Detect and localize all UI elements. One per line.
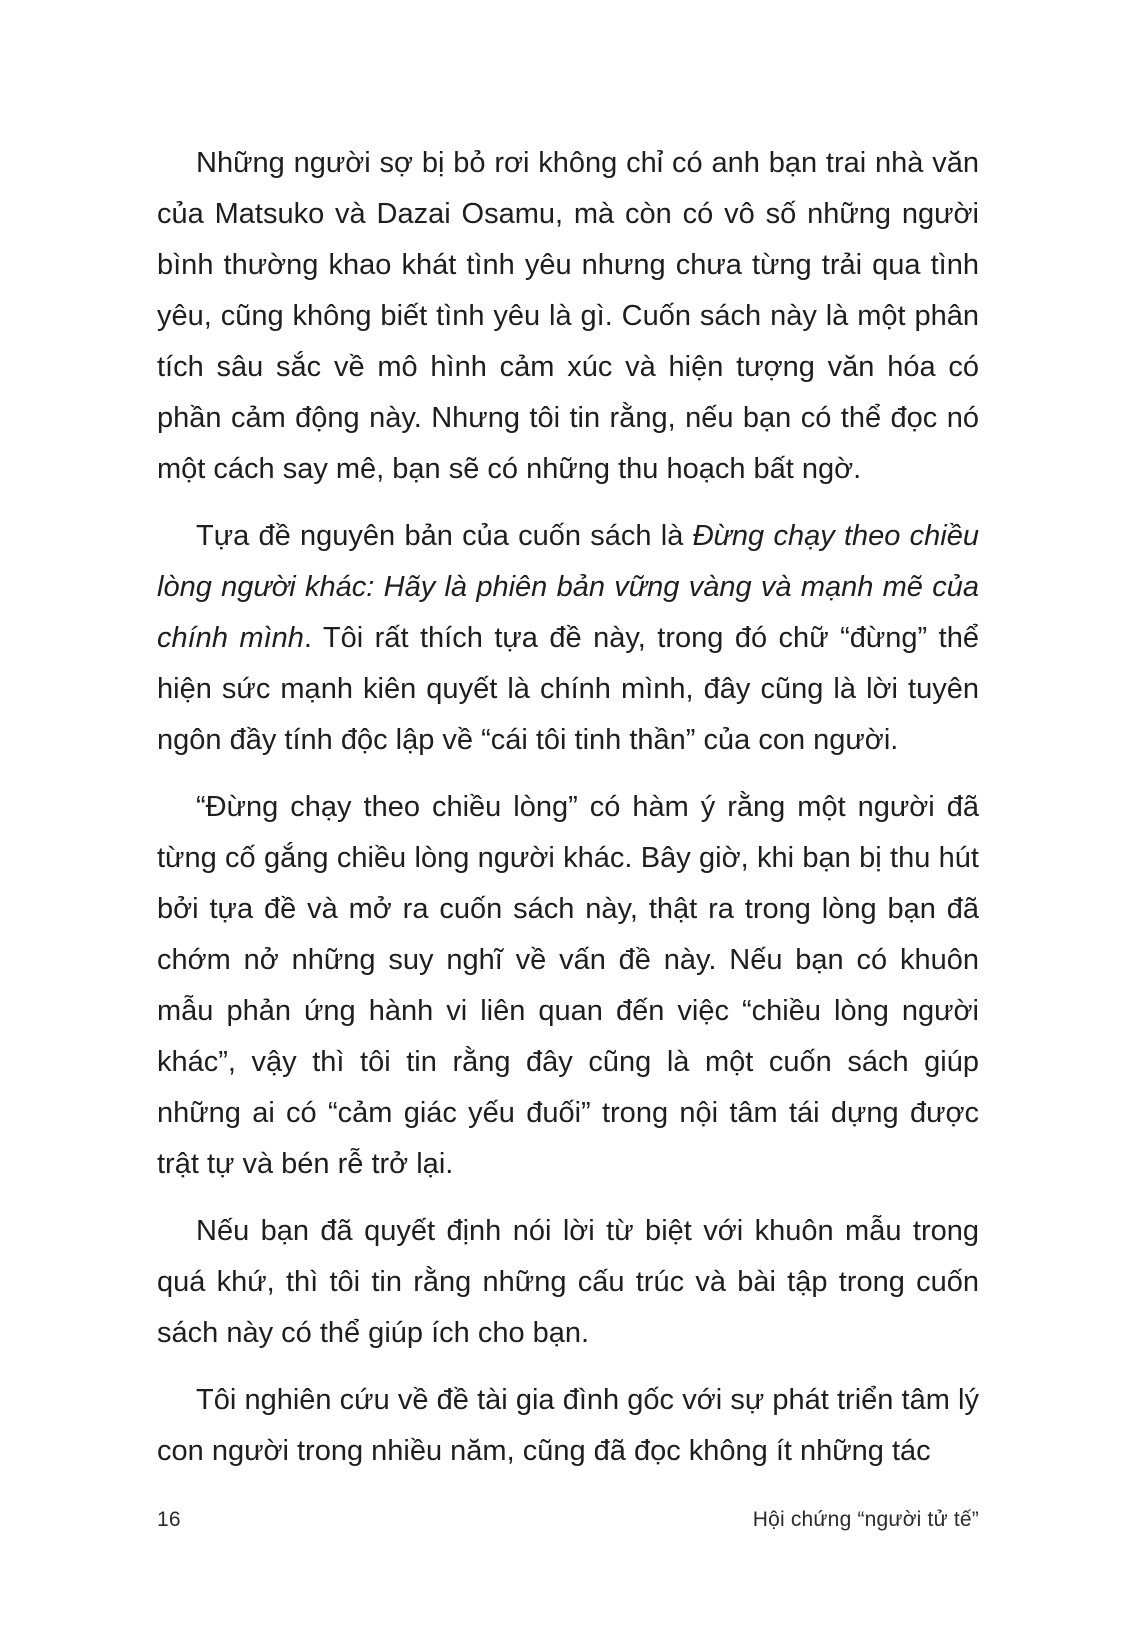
paragraph-4-text: Nếu bạn đã quyết định nói lời từ biệt với khuôn mẫu trong quá khứ, thì tôi tin rằng những cấu trúc và bài tập trong cuốn sách này có thể giúp ích cho bạn.: [157, 1215, 979, 1349]
body-text: [157, 138, 979, 1493]
book-original-title: Đừng chạy theo chiều lòng người khác: Hãy là phiên bản vững vàng và mạnh mẽ của chính mình: [157, 520, 980, 654]
paragraph-1: [157, 138, 979, 495]
paragraph-3: [157, 782, 979, 1190]
paragraph-5: [157, 1375, 979, 1477]
paragraph-2: [157, 511, 979, 766]
paragraph-3-text: “Đừng chạy theo chiều lòng” có hàm ý rằng một người đã từng cố gắng chiều lòng người khác. Bây giờ, khi bạn bị thu hút bởi tựa đề và mở ra cuốn sách này, thật ra trong lòng bạn đã chớm nở những suy nghĩ về vấn đề này. Nếu bạn có khuôn mẫu phản ứng hành vi liên quan đến việc “chiều lòng người khác”, vậy thì tôi tin rằng đây cũng là một cuốn sách giúp những ai có “cảm giác yếu đuối” trong nội tâm tái dựng được trật tự và bén rễ trở lại.: [157, 791, 979, 1180]
paragraph-5-text: Tôi nghiên cứu về đề tài gia đình gốc với sự phát triển tâm lý con người trong nhiều năm, cũng đã đọc không ít những tác: [157, 1384, 979, 1467]
paragraph-2-before: Tựa đề nguyên bản của cuốn sách là: [196, 520, 693, 552]
paragraph-2-after: . Tôi rất thích tựa đề này, trong đó chữ “đừng” thể hiện sức mạnh kiên quyết là chính mình, đây cũng là lời tuyên ngôn đầy tính độc lập về “cái tôi tinh thần” của con người.: [157, 622, 979, 756]
paragraph-1-text: Những người sợ bị bỏ rơi không chỉ có anh bạn trai nhà văn của Matsuko và Dazai Osamu, mà còn có vô số những người bình thường khao khát tình yêu nhưng chưa từng trải qua tình yêu, cũng không biết tình yêu là gì. Cuốn sách này là một phân tích sâu sắc về mô hình cảm xúc và hiện tượng văn hóa có phần cảm động này. Nhưng tôi tin rằng, nếu bạn có thể đọc nó một cách say mê, bạn sẽ có những thu hoạch bất ngờ.: [157, 147, 979, 485]
page-number: 16: [157, 1508, 181, 1531]
paragraph-4: [157, 1206, 979, 1359]
running-title: Hội chứng “người tử tế”: [752, 1508, 979, 1531]
